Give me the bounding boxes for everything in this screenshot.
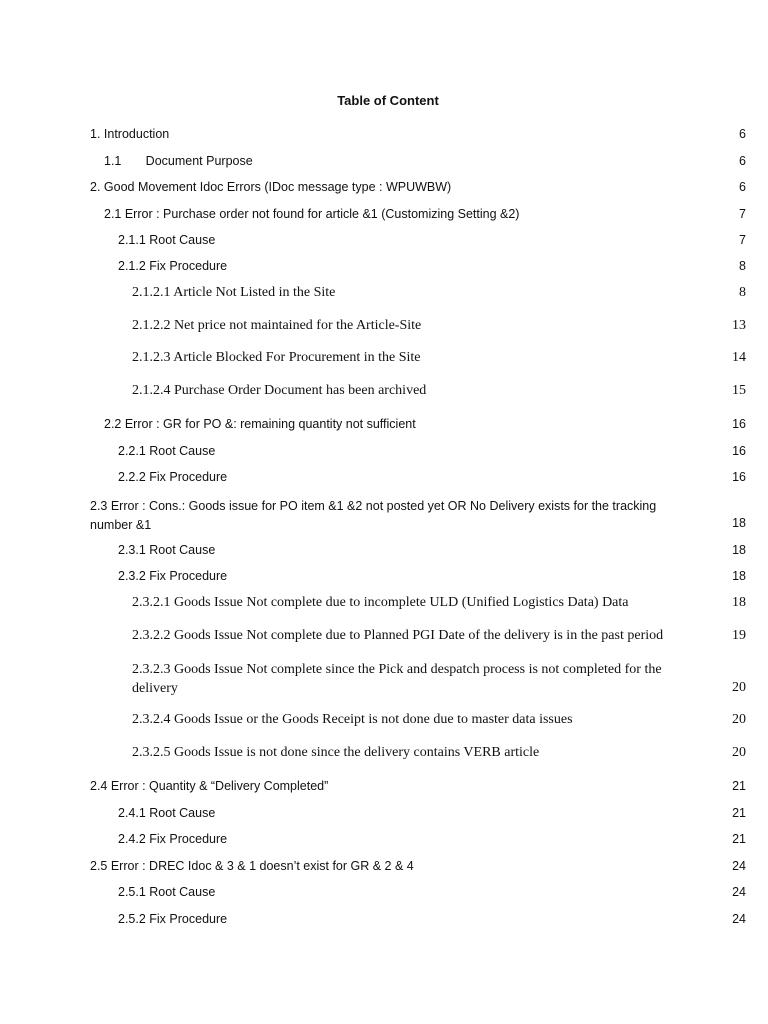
toc-entry-title: 2.1.2.2 Net price not maintained for the Article-Site [132, 318, 422, 333]
toc-entry-page-number: 7 [739, 207, 746, 221]
toc-entry-title: 2.1.2.1 Article Not Listed in the Site [132, 285, 336, 300]
toc-entry-title: 1. Introduction [90, 127, 170, 141]
toc-entry-title: 2.1.2.4 Purchase Order Document has been archived [132, 383, 427, 398]
toc-entry-title: 2.2.1 Root Cause [118, 444, 216, 458]
toc-entry-page-number: 24 [732, 912, 746, 926]
toc-entry-page-number: 18 [732, 516, 746, 530]
toc-entry-page-number: 24 [732, 885, 746, 899]
toc-entry-title: 2.5.2 Fix Procedure [118, 912, 228, 926]
toc-entry-title: 2.2.2 Fix Procedure [118, 470, 228, 484]
toc-entry-page-number: 21 [732, 779, 746, 793]
toc-entry-title: 2.3.2.4 Goods Issue or the Goods Receipt is not done due to master data issues [132, 712, 573, 727]
toc-entry-page-number: 24 [732, 859, 746, 873]
toc-entry-page-number: 8 [739, 285, 746, 300]
toc-entry-title: 2.4.2 Fix Procedure [118, 832, 228, 846]
toc-entry-title: 2.5.1 Root Cause [118, 885, 216, 899]
toc-entry-title: 2.3 Error : Cons.: Goods issue for PO item &1 &2 not posted yet OR No Delivery exists for the tracking number &1 [90, 499, 657, 532]
toc-entry-page-number: 13 [732, 318, 746, 333]
toc-entry-title: 2.2 Error : GR for PO &: remaining quantity not sufficient [104, 417, 416, 431]
toc-entry-title: 2.3.2.1 Goods Issue Not complete due to incomplete ULD (Unified Logistics Data) Data [132, 595, 629, 610]
toc-entry-page-number: 6 [739, 180, 746, 194]
toc-entry-page-number: 20 [732, 712, 746, 727]
toc-entry-page-number: 20 [732, 745, 746, 760]
toc-entry-title: 2.4.1 Root Cause [118, 806, 216, 820]
toc-entry-page-number: 16 [732, 417, 746, 431]
toc-title: Table of Content [337, 93, 439, 108]
toc-entry-title: 2. Good Movement Idoc Errors (IDoc message type : WPUWBW) [90, 180, 452, 194]
toc-entry-title: 2.3.2 Fix Procedure [118, 569, 228, 583]
toc-entry-page-number: 6 [739, 127, 746, 141]
toc-entry-page-number: 18 [732, 543, 746, 557]
toc-entry-page-number: 14 [732, 350, 746, 365]
toc-entry-title: 2.1 Error : Purchase order not found for article &1 (Customizing Setting &2) [104, 207, 520, 221]
toc-entry-page-number: 20 [732, 680, 746, 695]
toc-entry-title: 2.1.2 Fix Procedure [118, 259, 228, 273]
toc-entry-page-number: 21 [732, 806, 746, 820]
toc-entry-title: 2.3.2.3 Goods Issue Not complete since the Pick and despatch process is not completed for the delivery [132, 662, 662, 696]
toc-entry-page-number: 18 [732, 595, 746, 610]
toc-entry-title: 2.1.1 Root Cause [118, 233, 216, 247]
toc-entry-page-number: 19 [732, 628, 746, 643]
toc-entry-page-number: 8 [739, 259, 746, 273]
toc-entry-page-number: 18 [732, 569, 746, 583]
toc-entry-title: 1.1 Document Purpose [104, 154, 253, 168]
toc-entry-page-number: 7 [739, 233, 746, 247]
toc-entry-title: 2.1.2.3 Article Blocked For Procurement in the Site [132, 350, 421, 365]
toc-entry-title: 2.4 Error : Quantity & “Delivery Completed” [90, 779, 329, 793]
toc-entry-title: 2.3.1 Root Cause [118, 543, 216, 557]
toc-entry-page-number: 6 [739, 154, 746, 168]
toc-entry-title: 2.3.2.5 Goods Issue is not done since the delivery contains VERB article [132, 745, 540, 760]
toc-entry-page-number: 16 [732, 470, 746, 484]
toc-entry-title: 2.5 Error : DREC Idoc & 3 & 1 doesn’t exist for GR & 2 & 4 [90, 859, 414, 873]
toc-entry-page-number: 15 [732, 383, 746, 398]
toc-entry-title: 2.3.2.2 Goods Issue Not complete due to Planned PGI Date of the delivery is in the past period [132, 628, 664, 643]
toc-entry-page-number: 21 [732, 832, 746, 846]
toc-entry-page-number: 16 [732, 444, 746, 458]
